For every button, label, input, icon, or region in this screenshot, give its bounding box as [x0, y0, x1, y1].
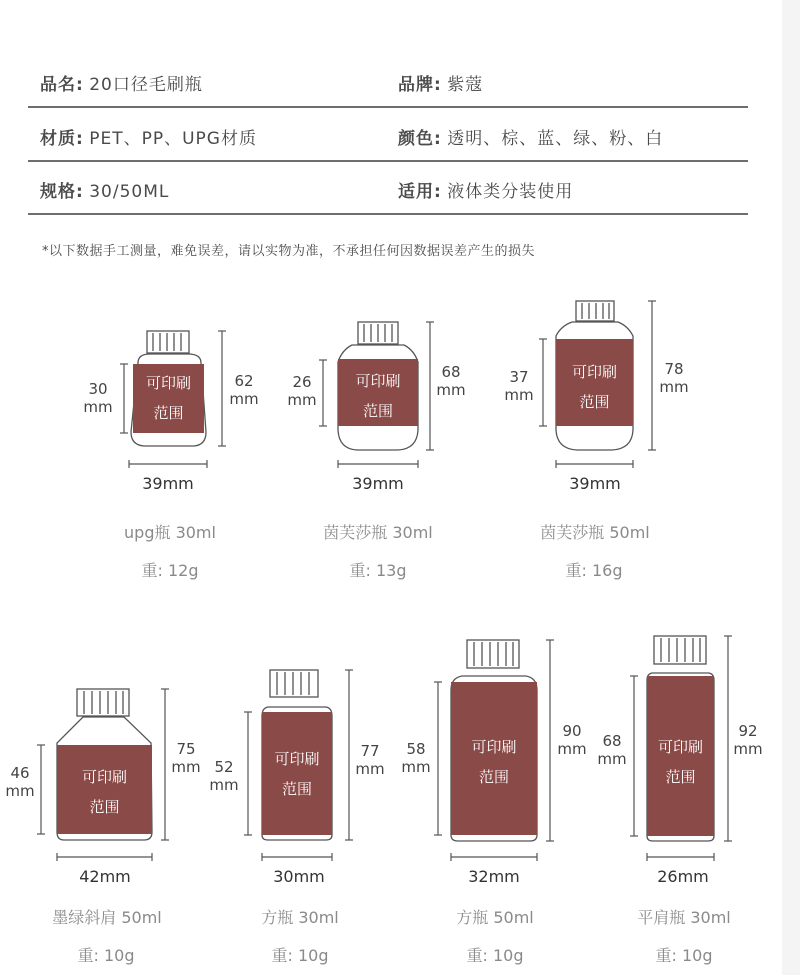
- brand-value: 紫蔻: [447, 75, 484, 95]
- bottle-name: 茵芙莎瓶 30ml: [323, 523, 433, 542]
- usage-value: 液体类分装使用: [447, 182, 574, 202]
- print-area-label: 可印刷 范围: [471, 738, 517, 786]
- print-area-label: 可印刷 范围: [145, 374, 191, 422]
- material-value: PET、PP、UPG材质: [89, 129, 257, 149]
- bottle-name: 方瓶 50ml: [456, 908, 534, 927]
- print-area-label: 可印刷 范围: [274, 750, 320, 798]
- print-height-label: 46 mm: [5, 764, 35, 800]
- brand-label: 品牌:: [398, 75, 442, 95]
- print-area-label: 可印刷 范围: [81, 768, 127, 816]
- bottle-weight: 重: 10g: [77, 946, 135, 965]
- print-height-label: 30 mm: [83, 380, 113, 416]
- bottle-weight: 重: 13g: [349, 561, 407, 580]
- print-area-label: 可印刷 范围: [571, 363, 617, 411]
- color-value: 透明、棕、蓝、绿、粉、白: [447, 129, 664, 149]
- bottle-name: 茵芙莎瓶 50ml: [540, 523, 650, 542]
- measurement-disclaimer: *以下数据手工测量，难免误差，请以实物为准，不承担任何因数据误差产生的损失: [42, 244, 536, 259]
- bottle-weight: 重: 10g: [271, 946, 329, 965]
- bottle-name: 平肩瓶 30ml: [637, 908, 731, 927]
- bottle-name: 方瓶 30ml: [261, 908, 339, 927]
- print-height-label: 68 mm: [597, 732, 627, 768]
- total-height-label: 77 mm: [355, 742, 385, 778]
- material-label: 材质:: [40, 129, 84, 149]
- bottle-name: 墨绿斜肩 50ml: [52, 908, 162, 927]
- print-height-label: 58 mm: [401, 740, 431, 776]
- width-label: 42mm: [79, 867, 131, 886]
- spec-value: 30/50ML: [89, 182, 170, 202]
- print-area-label: 可印刷 范围: [657, 738, 703, 786]
- usage-label: 适用:: [398, 182, 442, 202]
- bottle-weight: 重: 16g: [565, 561, 623, 580]
- width-label: 30mm: [273, 867, 325, 886]
- total-height-label: 75 mm: [171, 740, 201, 776]
- bottle-weight: 重: 12g: [141, 561, 199, 580]
- product-name-value: 20口径毛刷瓶: [89, 75, 203, 95]
- width-label: 39mm: [352, 474, 404, 493]
- product-name-label: 品名:: [40, 75, 84, 95]
- width-label: 39mm: [142, 474, 194, 493]
- spec-label: 规格:: [40, 182, 84, 202]
- width-label: 39mm: [569, 474, 621, 493]
- color-label: 颜色:: [398, 129, 442, 149]
- total-height-label: 62 mm: [229, 372, 259, 408]
- bottle-weight: 重: 10g: [466, 946, 524, 965]
- total-height-label: 78 mm: [659, 360, 689, 396]
- bottle-weight: 重: 10g: [655, 946, 713, 965]
- width-label: 26mm: [657, 867, 709, 886]
- total-height-label: 90 mm: [557, 722, 587, 758]
- print-area-label: 可印刷 范围: [355, 372, 401, 420]
- total-height-label: 92 mm: [733, 722, 763, 758]
- print-height-label: 26 mm: [287, 373, 317, 409]
- print-height-label: 37 mm: [504, 368, 534, 404]
- width-label: 32mm: [468, 867, 520, 886]
- print-height-label: 52 mm: [209, 758, 239, 794]
- bottle-name: upg瓶 30ml: [124, 523, 216, 542]
- total-height-label: 68 mm: [436, 363, 466, 399]
